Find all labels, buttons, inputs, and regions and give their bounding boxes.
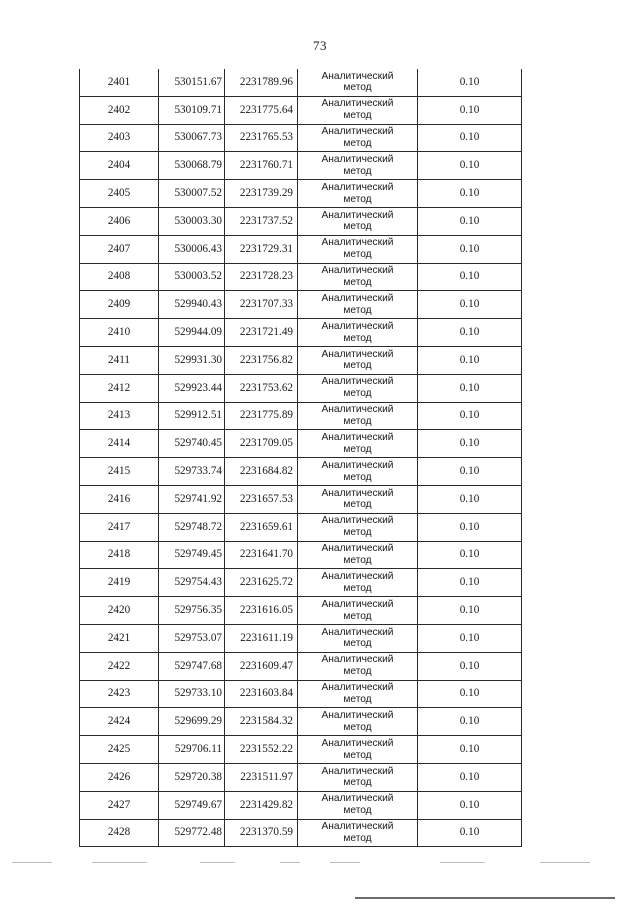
x-coordinate-cell: 529940.43: [159, 291, 225, 319]
y-coordinate-cell: 2231511.97: [225, 763, 298, 791]
y-coordinate-cell: 2231641.70: [225, 541, 298, 569]
point-number-cell: 2402: [80, 96, 159, 124]
scan-artifact-line: [355, 897, 615, 899]
y-coordinate-cell: 2231684.82: [225, 458, 298, 486]
method-cell: Аналитический метод: [298, 485, 418, 513]
x-coordinate-cell: 529749.67: [159, 791, 225, 819]
point-number-cell: 2410: [80, 319, 159, 347]
y-coordinate-cell: 2231616.05: [225, 597, 298, 625]
point-number-cell: 2421: [80, 624, 159, 652]
method-cell: Аналитический метод: [298, 291, 418, 319]
x-coordinate-cell: 529923.44: [159, 374, 225, 402]
point-number-cell: 2401: [80, 69, 159, 96]
error-cell: 0.10: [418, 513, 522, 541]
x-coordinate-cell: 529733.74: [159, 458, 225, 486]
x-coordinate-cell: 529753.07: [159, 624, 225, 652]
error-cell: 0.10: [418, 180, 522, 208]
error-cell: 0.10: [418, 569, 522, 597]
y-coordinate-cell: 2231584.32: [225, 708, 298, 736]
method-cell: Аналитический метод: [298, 374, 418, 402]
error-cell: 0.10: [418, 346, 522, 374]
x-coordinate-cell: 529699.29: [159, 708, 225, 736]
method-cell: Аналитический метод: [298, 402, 418, 430]
point-number-cell: 2416: [80, 485, 159, 513]
table-row: [80, 485, 522, 513]
error-cell: 0.10: [418, 207, 522, 235]
table-row: [80, 207, 522, 235]
error-cell: 0.10: [418, 791, 522, 819]
error-cell: 0.10: [418, 763, 522, 791]
y-coordinate-cell: 2231709.05: [225, 430, 298, 458]
table-row: [80, 513, 522, 541]
error-cell: 0.10: [418, 235, 522, 263]
table-row: [80, 597, 522, 625]
point-number-cell: 2423: [80, 680, 159, 708]
method-cell: Аналитический метод: [298, 180, 418, 208]
x-coordinate-cell: 530068.79: [159, 152, 225, 180]
error-cell: 0.10: [418, 624, 522, 652]
point-number-cell: 2417: [80, 513, 159, 541]
x-coordinate-cell: 529756.35: [159, 597, 225, 625]
method-cell: Аналитический метод: [298, 708, 418, 736]
error-cell: 0.10: [418, 485, 522, 513]
table-row: [80, 736, 522, 764]
method-cell: Аналитический метод: [298, 152, 418, 180]
error-cell: 0.10: [418, 319, 522, 347]
method-cell: Аналитический метод: [298, 319, 418, 347]
x-coordinate-cell: 529749.45: [159, 541, 225, 569]
point-number-cell: 2408: [80, 263, 159, 291]
method-cell: Аналитический метод: [298, 763, 418, 791]
table-row: [80, 180, 522, 208]
table-row: [80, 69, 522, 96]
table-row: [80, 680, 522, 708]
method-cell: Аналитический метод: [298, 69, 418, 96]
y-coordinate-cell: 2231760.71: [225, 152, 298, 180]
table-row: [80, 152, 522, 180]
y-coordinate-cell: 2231775.89: [225, 402, 298, 430]
y-coordinate-cell: 2231753.62: [225, 374, 298, 402]
table-row: [80, 96, 522, 124]
y-coordinate-cell: 2231659.61: [225, 513, 298, 541]
point-number-cell: 2407: [80, 235, 159, 263]
error-cell: 0.10: [418, 69, 522, 96]
x-coordinate-cell: 529733.10: [159, 680, 225, 708]
method-cell: Аналитический метод: [298, 736, 418, 764]
point-number-cell: 2405: [80, 180, 159, 208]
method-cell: Аналитический метод: [298, 235, 418, 263]
table-row: [80, 652, 522, 680]
table-row: [80, 402, 522, 430]
method-cell: Аналитический метод: [298, 680, 418, 708]
x-coordinate-cell: 529944.09: [159, 319, 225, 347]
y-coordinate-cell: 2231737.52: [225, 207, 298, 235]
table-row: [80, 319, 522, 347]
point-number-cell: 2422: [80, 652, 159, 680]
point-number-cell: 2414: [80, 430, 159, 458]
point-number-cell: 2415: [80, 458, 159, 486]
point-number-cell: 2418: [80, 541, 159, 569]
error-cell: 0.10: [418, 597, 522, 625]
table-row: [80, 763, 522, 791]
method-cell: Аналитический метод: [298, 791, 418, 819]
error-cell: 0.10: [418, 541, 522, 569]
point-number-cell: 2425: [80, 736, 159, 764]
error-cell: 0.10: [418, 708, 522, 736]
y-coordinate-cell: 2231729.31: [225, 235, 298, 263]
point-number-cell: 2406: [80, 207, 159, 235]
point-number-cell: 2412: [80, 374, 159, 402]
x-coordinate-cell: 530109.71: [159, 96, 225, 124]
point-number-cell: 2427: [80, 791, 159, 819]
x-coordinate-cell: 529772.48: [159, 819, 225, 847]
x-coordinate-cell: 529706.11: [159, 736, 225, 764]
method-cell: Аналитический метод: [298, 430, 418, 458]
error-cell: 0.10: [418, 430, 522, 458]
y-coordinate-cell: 2231707.33: [225, 291, 298, 319]
x-coordinate-cell: 529741.92: [159, 485, 225, 513]
x-coordinate-cell: 529720.38: [159, 763, 225, 791]
method-cell: Аналитический метод: [298, 346, 418, 374]
y-coordinate-cell: 2231765.53: [225, 124, 298, 152]
table-row: [80, 430, 522, 458]
x-coordinate-cell: 529912.51: [159, 402, 225, 430]
point-number-cell: 2426: [80, 763, 159, 791]
table-row: [80, 708, 522, 736]
method-cell: Аналитический метод: [298, 263, 418, 291]
method-cell: Аналитический метод: [298, 652, 418, 680]
error-cell: 0.10: [418, 680, 522, 708]
table-row: [80, 263, 522, 291]
error-cell: 0.10: [418, 736, 522, 764]
table-row: [80, 624, 522, 652]
table-row: [80, 124, 522, 152]
point-number-cell: 2409: [80, 291, 159, 319]
y-coordinate-cell: 2231721.49: [225, 319, 298, 347]
error-cell: 0.10: [418, 374, 522, 402]
table-row: [80, 458, 522, 486]
x-coordinate-cell: 529748.72: [159, 513, 225, 541]
table-row: [80, 791, 522, 819]
x-coordinate-cell: 529747.68: [159, 652, 225, 680]
error-cell: 0.10: [418, 402, 522, 430]
page-number: 73: [313, 38, 327, 53]
y-coordinate-cell: 2231728.23: [225, 263, 298, 291]
x-coordinate-cell: 530007.52: [159, 180, 225, 208]
y-coordinate-cell: 2231756.82: [225, 346, 298, 374]
point-number-cell: 2420: [80, 597, 159, 625]
method-cell: Аналитический метод: [298, 569, 418, 597]
point-number-cell: 2413: [80, 402, 159, 430]
y-coordinate-cell: 2231657.53: [225, 485, 298, 513]
error-cell: 0.10: [418, 458, 522, 486]
y-coordinate-cell: 2231370.59: [225, 819, 298, 847]
coordinates-table-body: [80, 69, 522, 847]
y-coordinate-cell: 2231775.64: [225, 96, 298, 124]
method-cell: Аналитический метод: [298, 207, 418, 235]
point-number-cell: 2428: [80, 819, 159, 847]
method-cell: Аналитический метод: [298, 124, 418, 152]
scan-artifact-dots: [0, 862, 640, 870]
method-cell: Аналитический метод: [298, 541, 418, 569]
y-coordinate-cell: 2231739.29: [225, 180, 298, 208]
error-cell: 0.10: [418, 291, 522, 319]
error-cell: 0.10: [418, 96, 522, 124]
method-cell: Аналитический метод: [298, 819, 418, 847]
error-cell: 0.10: [418, 652, 522, 680]
error-cell: 0.10: [418, 124, 522, 152]
x-coordinate-cell: 529754.43: [159, 569, 225, 597]
x-coordinate-cell: 530006.43: [159, 235, 225, 263]
x-coordinate-cell: 530003.30: [159, 207, 225, 235]
method-cell: Аналитический метод: [298, 513, 418, 541]
method-cell: Аналитический метод: [298, 597, 418, 625]
coordinates-table: [79, 69, 522, 847]
point-number-cell: 2424: [80, 708, 159, 736]
method-cell: Аналитический метод: [298, 458, 418, 486]
table-row: [80, 235, 522, 263]
y-coordinate-cell: 2231552.22: [225, 736, 298, 764]
x-coordinate-cell: 530067.73: [159, 124, 225, 152]
x-coordinate-cell: 529931.30: [159, 346, 225, 374]
y-coordinate-cell: 2231429.82: [225, 791, 298, 819]
y-coordinate-cell: 2231609.47: [225, 652, 298, 680]
error-cell: 0.10: [418, 152, 522, 180]
point-number-cell: 2404: [80, 152, 159, 180]
point-number-cell: 2419: [80, 569, 159, 597]
y-coordinate-cell: 2231603.84: [225, 680, 298, 708]
x-coordinate-cell: 529740.45: [159, 430, 225, 458]
table-row: [80, 374, 522, 402]
error-cell: 0.10: [418, 819, 522, 847]
point-number-cell: 2403: [80, 124, 159, 152]
error-cell: 0.10: [418, 263, 522, 291]
x-coordinate-cell: 530151.67: [159, 69, 225, 96]
table-row: [80, 569, 522, 597]
point-number-cell: 2411: [80, 346, 159, 374]
y-coordinate-cell: 2231789.96: [225, 69, 298, 96]
method-cell: Аналитический метод: [298, 96, 418, 124]
table-row: [80, 819, 522, 847]
method-cell: Аналитический метод: [298, 624, 418, 652]
x-coordinate-cell: 530003.52: [159, 263, 225, 291]
table-row: [80, 346, 522, 374]
y-coordinate-cell: 2231611.19: [225, 624, 298, 652]
y-coordinate-cell: 2231625.72: [225, 569, 298, 597]
table-row: [80, 541, 522, 569]
table-row: [80, 291, 522, 319]
